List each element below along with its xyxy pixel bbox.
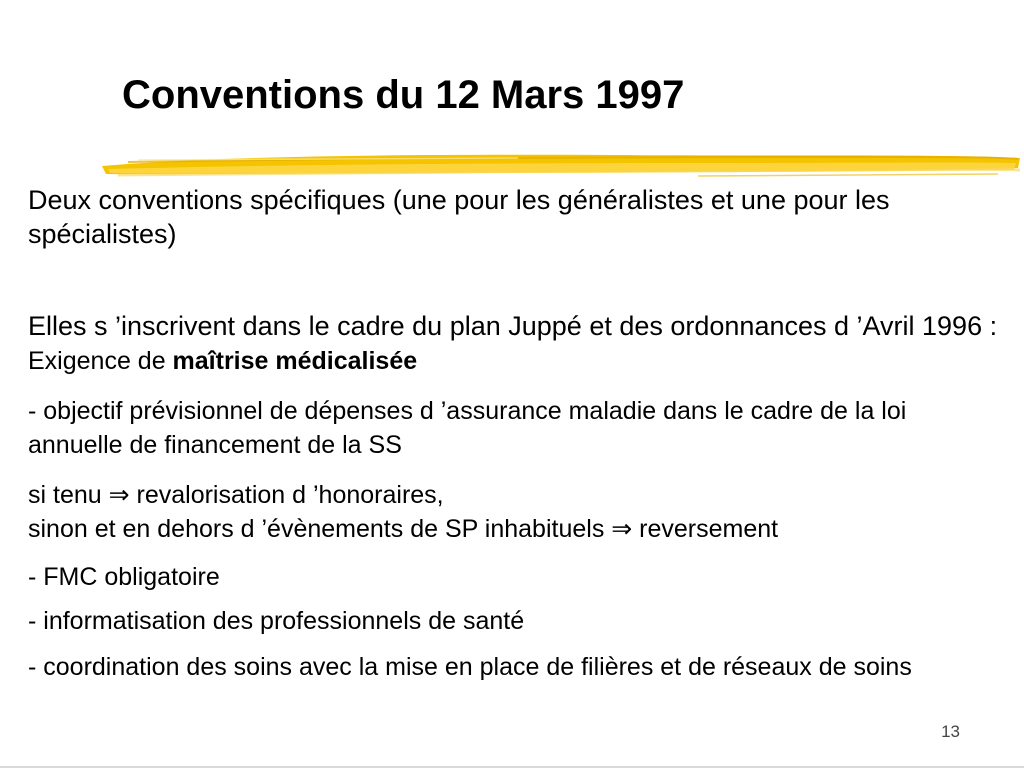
page-number: 13: [941, 722, 960, 741]
bullet-coordination-des-soins: - coordination des soins avec la mise en place de filières et de réseaux de soins: [28, 653, 912, 681]
paragraph-plan-juppe: [28, 309, 1003, 378]
bullet-informatisation: - informatisation des professionnels de santé: [28, 607, 525, 635]
bullet-objectif-previsionnel: - objectif prévisionnel de dépenses d ’assurance maladie dans le cadre de la loi annuelle de financement de la SS: [28, 397, 907, 459]
paragraph-conventions: Deux conventions spécifiques (une pour les généralistes et une pour les spécialistes): [28, 185, 890, 249]
reversement-text: reversement: [632, 515, 779, 543]
emphasis-maitrise-medicalisee: maîtrise médicalisée: [172, 347, 418, 375]
bullet-fmc-obligatoire: - FMC obligatoire: [28, 563, 220, 591]
si-tenu-text: si tenu: [28, 481, 109, 509]
title-underline-brushstroke: [98, 148, 1024, 184]
implies-arrow-icon: ⇒: [611, 515, 633, 543]
slide-title: Conventions du 12 Mars 1997: [122, 73, 685, 117]
revalorisation-text: revalorisation d ’honoraires,: [129, 481, 444, 509]
sinon-text: sinon et en dehors d ’évènements de SP inhabituels: [28, 515, 612, 543]
paragraph-plan-juppe-text: Elles s ’inscrivent dans le cadre du plan Juppé et des ordonnances d ’Avril 1996 :: [28, 311, 998, 341]
paragraph-si-tenu: [28, 478, 1003, 546]
implies-arrow-icon: ⇒: [108, 481, 130, 509]
lead-in-text: Exigence de: [28, 347, 173, 375]
